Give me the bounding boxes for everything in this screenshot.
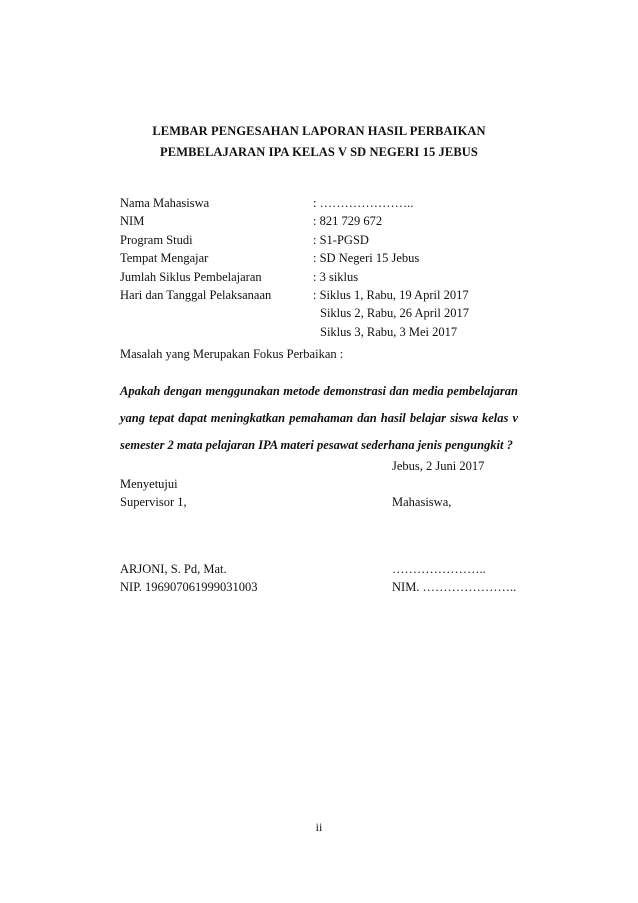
field-value: : S1-PGSD [313,232,369,247]
research-question [120,378,518,459]
student-role: Mahasiswa, [392,495,452,509]
field-label: Jumlah Siklus Pembelajaran [120,269,262,284]
place-date: Jebus, 2 Juni 2017 [392,459,485,473]
research-question-line: semester 2 mata pelajaran IPA materi pesawat sederhana jenis pengungkit ? [120,438,513,452]
issue-heading: Masalah yang Merupakan Fokus Perbaikan : [120,347,344,361]
approval-label: Menyetujui [120,477,178,491]
field-value: : 821 729 672 [313,214,383,229]
document-title-line-2: PEMBELAJARAN IPA KELAS V SD NEGERI 15 JEBUS [160,145,478,159]
supervisor-nip: NIP. 196907061999031003 [120,580,258,594]
student-name: ………………….. [392,562,486,576]
page-number: ii [315,820,323,834]
field-value: : ………………….. [313,196,414,210]
research-question-line: yang tepat dapat meningkatkan pemahaman dan hasil belajar siswa kelas v [120,411,518,425]
field-value: : SD Negeri 15 Jebus [313,251,420,266]
field-label: Program Studi [120,232,193,247]
field-value: : Siklus 1, Rabu, 19 April 2017 [313,287,469,302]
supervisor-name: ARJONI, S. Pd, Mat. [120,562,227,576]
field-value: : 3 siklus [313,269,359,284]
student-nim: NIM. ………………….. [392,580,517,594]
supervisor-role: Supervisor 1, [120,495,187,509]
field-label: Nama Mahasiswa [120,196,210,210]
cycle-value: Siklus 3, Rabu, 3 Mei 2017 [320,324,458,339]
research-question-line: Apakah dengan menggunakan metode demonstrasi dan media pembelajaran [120,384,518,398]
document-title-line-1: LEMBAR PENGESAHAN LAPORAN HASIL PERBAIKAN [152,124,486,138]
field-label: NIM [120,214,145,229]
cycle-value: Siklus 2, Rabu, 26 April 2017 [320,306,469,321]
field-label: Hari dan Tanggal Pelaksanaan [120,287,272,302]
field-label: Tempat Mengajar [120,251,209,266]
